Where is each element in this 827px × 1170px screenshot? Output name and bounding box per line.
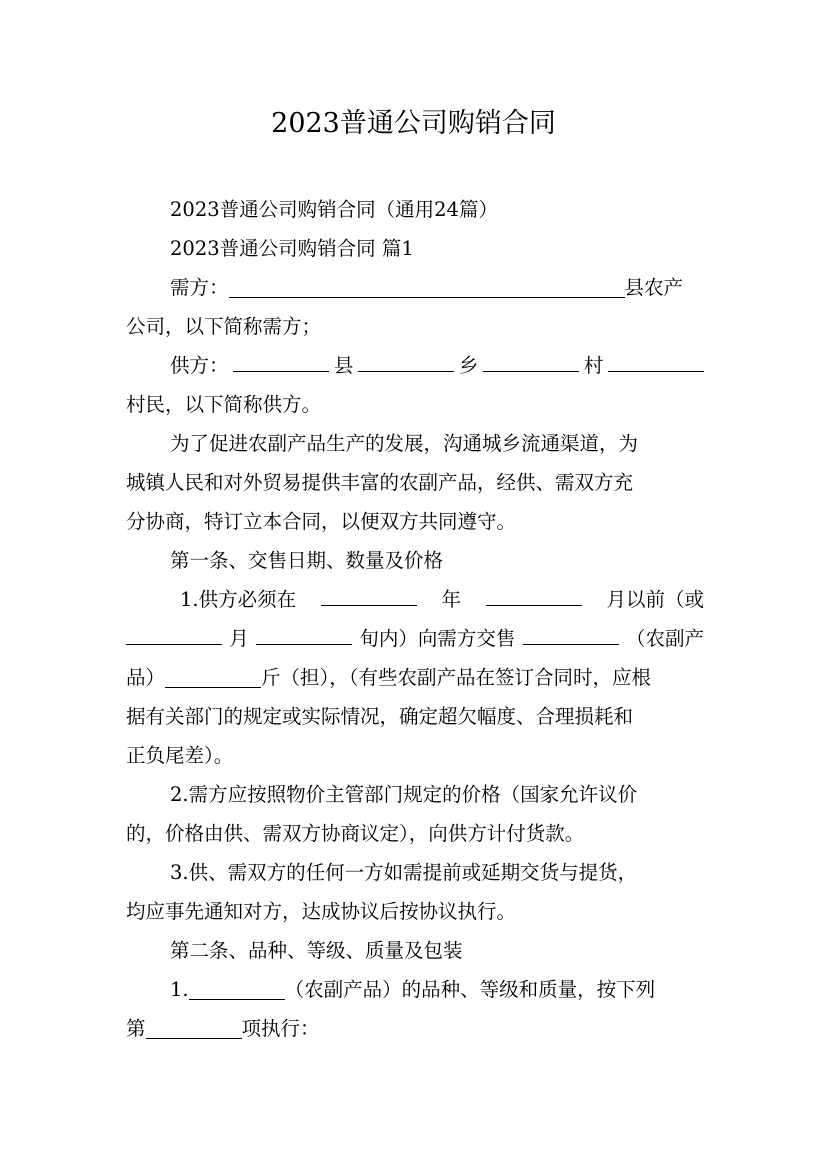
clause-text: 月以前（或	[606, 588, 704, 611]
paragraph-line: 正负尾差）。	[126, 744, 234, 767]
paragraph-line: 为了促进农副产品生产的发展，沟通城乡流通渠道，为	[170, 432, 639, 455]
buyer-suffix: 县农产	[624, 276, 684, 299]
supplier-label: 供方：	[170, 354, 229, 377]
county-blank	[233, 371, 329, 372]
product-blank	[189, 999, 285, 1000]
document-title: 2023普通公司购销合同	[271, 108, 556, 139]
clause-line	[126, 659, 704, 697]
clause-text: 1.	[170, 978, 189, 1001]
village-label: 村	[583, 354, 604, 377]
clause-text: （农副产品）的品种、等级和质量，按下列	[284, 978, 656, 1001]
clause-text: 品）	[126, 666, 166, 689]
period-blank	[256, 644, 352, 645]
clause-text: 旬内）向需方交售	[359, 627, 516, 650]
paragraph-line: 均应事先通知对方，达成协议后按协议执行。	[126, 900, 517, 923]
county-label: 县	[333, 354, 354, 377]
clause-text: 项执行：	[241, 1017, 320, 1040]
quantity-blank	[165, 687, 261, 688]
year-blank	[321, 605, 417, 606]
section-heading: 2023普通公司购销合同 篇1	[170, 237, 414, 260]
article-heading: 第二条、品种、等级、质量及包装	[170, 939, 463, 962]
clause-text: 斤（担），（有些农副产品在签订合同时，应根	[261, 666, 652, 689]
clause-text: 第	[126, 1017, 146, 1040]
paragraph-line: 分协商，特订立本合同，以便双方共同遵守。	[126, 510, 517, 533]
article-heading: 第一条、交售日期、数量及价格	[170, 549, 444, 572]
clause-line	[126, 620, 704, 658]
buyer-blank	[229, 297, 625, 298]
paragraph-line: 3.供、需双方的任何一方如需提前或延期交货与提货，	[170, 861, 638, 884]
month-blank	[486, 605, 582, 606]
township-label: 乡	[458, 354, 479, 377]
buyer-line	[170, 269, 704, 307]
paragraph-line: 村民，以下简称供方。	[126, 393, 322, 416]
villager-blank	[608, 371, 704, 372]
clause-text: 1.供方必须在	[180, 588, 297, 611]
clause-text: （农副产	[625, 627, 704, 650]
product-blank	[523, 644, 619, 645]
paragraph-line: 据有关部门的规定或实际情况，确定超欠幅度、合理损耗和	[126, 705, 634, 728]
paragraph-line: 2.需方应按照物价主管部门规定的价格（国家允许议价	[170, 783, 638, 806]
month-blank	[126, 644, 222, 645]
clause-line	[180, 581, 704, 619]
paragraph-line: 公司，以下简称需方；	[126, 315, 322, 338]
buyer-label: 需方：	[170, 276, 229, 299]
clause-line	[126, 1010, 704, 1048]
year-label: 年	[441, 588, 462, 611]
village-blank	[483, 371, 579, 372]
supplier-line	[170, 347, 704, 385]
item-blank	[146, 1038, 242, 1039]
paragraph-line: 城镇人民和对外贸易提供丰富的农副产品，经供、需双方充	[126, 471, 634, 494]
paragraph-line: 的，价格由供、需双方协商议定），向供方计付货款。	[126, 822, 585, 845]
township-blank	[358, 371, 454, 372]
clause-line	[170, 971, 704, 1009]
doc-subtitle: 2023普通公司购销合同（通用24篇）	[170, 198, 498, 221]
month-label: 月	[229, 627, 249, 650]
